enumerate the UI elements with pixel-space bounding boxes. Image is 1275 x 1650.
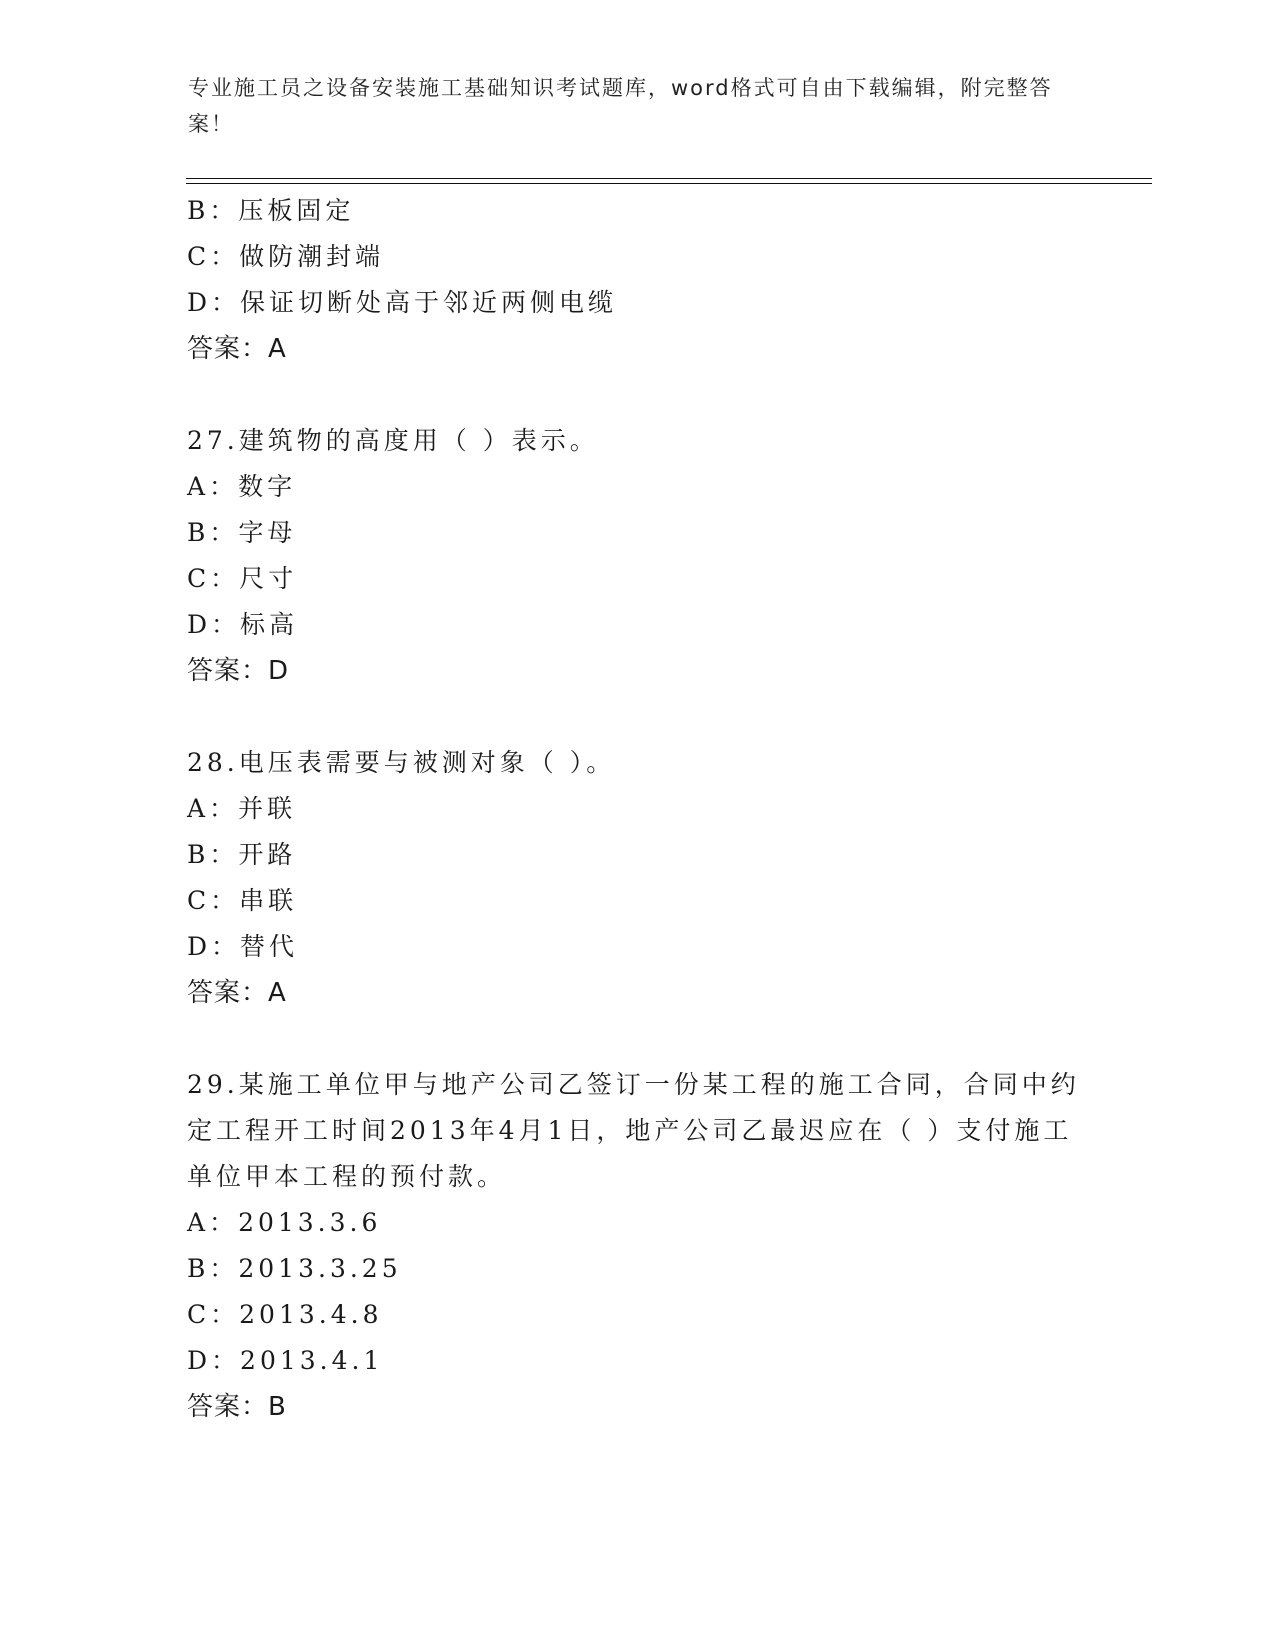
option-a: A：2013.3.6 bbox=[187, 1208, 382, 1237]
question-stem: 27.建筑物的高度用（ ）表示。 bbox=[187, 426, 599, 455]
question-28 bbox=[187, 740, 1087, 1016]
header-rule-top bbox=[186, 178, 1152, 179]
answer: 答案：B bbox=[187, 1392, 287, 1422]
answer: 答案：D bbox=[187, 656, 290, 686]
option-d: D：保证切断处高于邻近两侧电缆 bbox=[187, 288, 618, 317]
option-a: A：并联 bbox=[187, 794, 297, 823]
option-c: C：做防潮封端 bbox=[187, 242, 385, 271]
answer: 答案：A bbox=[187, 978, 287, 1008]
option-b: B：压板固定 bbox=[187, 196, 355, 225]
question-content bbox=[187, 188, 1087, 1430]
question-stem: 29.某施工单位甲与地产公司乙签订一份某工程的施工合同，合同中约定工程开工时间2013年4月1日，地产公司乙最迟应在（ ）支付施工单位甲本工程的预付款。 bbox=[187, 1070, 1080, 1191]
answer: 答案：A bbox=[187, 334, 287, 364]
question-27 bbox=[187, 418, 1087, 694]
question-26-tail bbox=[187, 188, 1087, 372]
question-stem: 28.电压表需要与被测对象（ ）。 bbox=[187, 748, 616, 777]
option-b: B：字母 bbox=[187, 518, 297, 547]
option-b: B：2013.3.25 bbox=[187, 1254, 402, 1283]
option-d: D：2013.4.1 bbox=[187, 1346, 384, 1375]
option-b: B：开路 bbox=[187, 840, 297, 869]
option-c: C：尺寸 bbox=[187, 564, 298, 593]
document-header: 专业施工员之设备安装施工基础知识考试题库，word格式可自由下载编辑，附完整答案！ bbox=[188, 76, 1053, 136]
header-rule-bottom bbox=[186, 183, 1152, 184]
option-c: C：2013.4.8 bbox=[187, 1300, 383, 1329]
option-a: A：数字 bbox=[187, 472, 297, 501]
question-29 bbox=[187, 1062, 1087, 1430]
option-c: C：串联 bbox=[187, 886, 298, 915]
option-d: D：替代 bbox=[187, 932, 299, 961]
option-d: D：标高 bbox=[187, 610, 299, 639]
